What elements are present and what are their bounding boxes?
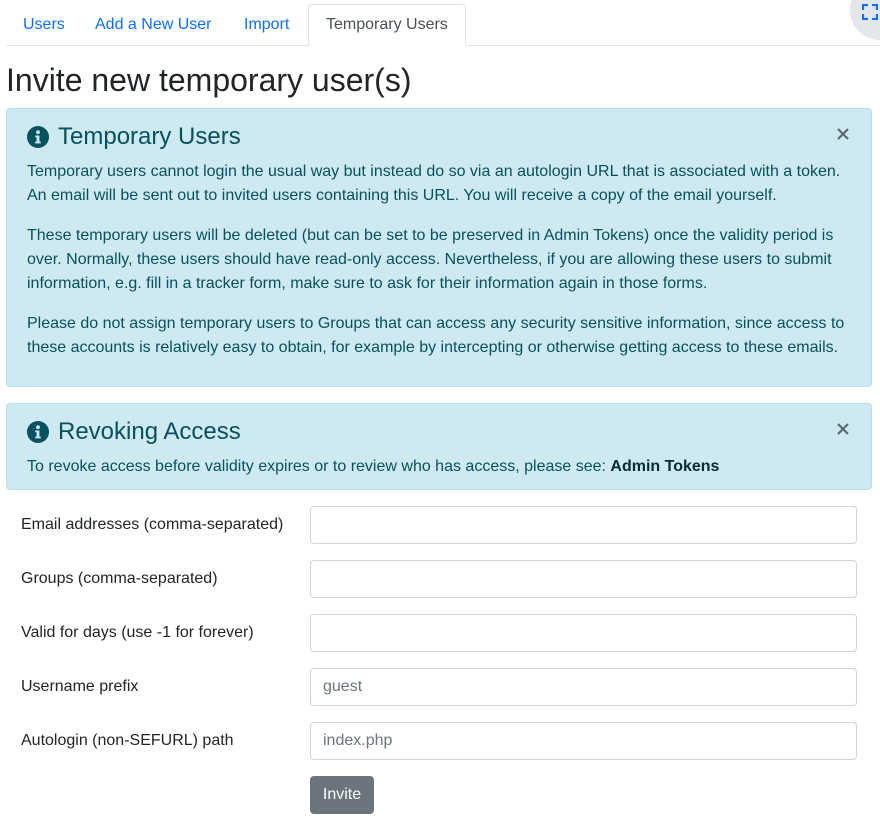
username-prefix-label: Username prefix — [21, 678, 139, 695]
close-icon[interactable] — [836, 127, 850, 141]
groups-input[interactable] — [310, 560, 857, 598]
autologin-path-row — [21, 722, 857, 760]
email-row — [21, 506, 857, 544]
autologin-path-label: Autologin (non-SEFURL) path — [21, 732, 234, 749]
revoke-text: To revoke access before validity expires or to review who has access, please see: — [27, 458, 606, 475]
tab-users[interactable]: Users — [23, 15, 65, 33]
valid-days-input[interactable] — [310, 614, 857, 652]
page-title: Invite new temporary user(s) — [6, 62, 412, 98]
alert-title: Temporary Users — [58, 123, 241, 150]
invite-button[interactable]: Invite — [310, 776, 374, 814]
valid-days-row — [21, 614, 857, 652]
autologin-path-input[interactable] — [310, 722, 857, 760]
tab-bar — [6, 4, 880, 46]
email-input[interactable] — [310, 506, 857, 544]
admin-tokens-link[interactable]: Admin Tokens — [610, 458, 720, 475]
tab-temporary-users[interactable]: Temporary Users — [308, 4, 466, 46]
groups-label: Groups (comma-separated) — [21, 570, 218, 587]
alert-title: Revoking Access — [58, 418, 241, 445]
fullscreen-icon — [862, 4, 878, 20]
username-prefix-row — [21, 668, 857, 706]
username-prefix-input[interactable] — [310, 668, 857, 706]
valid-days-label: Valid for days (use -1 for forever) — [21, 624, 254, 641]
groups-row — [21, 560, 857, 598]
temporary-users-alert — [6, 108, 872, 387]
info-circle-icon — [27, 126, 49, 148]
info-circle-icon — [27, 421, 49, 443]
revoking-access-alert — [6, 403, 872, 490]
alert-paragraph: Please do not assign temporary users to Groups that can access any security sensitive information, since access to these accounts is relatively easy to obtain, for example by intercepting or otherwise getting access to these emails. — [27, 315, 845, 356]
tab-add-new-user[interactable]: Add a New User — [95, 15, 212, 33]
close-icon[interactable] — [836, 422, 850, 436]
alert-paragraph: Temporary users cannot login the usual way but instead do so via an autologin URL that is associated with a token. An email will be sent out to invited users containing this URL. You will receive a copy of the email yourself. — [27, 163, 841, 204]
email-label: Email addresses (comma-separated) — [21, 516, 284, 533]
alert-paragraph: These temporary users will be deleted (but can be set to be preserved in Admin Tokens) once the validity period is over. Normally, these users should have read-only access. Nevertheless, if you are allowing these users to submit information, e.g. fill in a tracker form, make sure to ask for their information again in those forms. — [27, 227, 834, 292]
tab-import[interactable]: Import — [244, 15, 290, 33]
